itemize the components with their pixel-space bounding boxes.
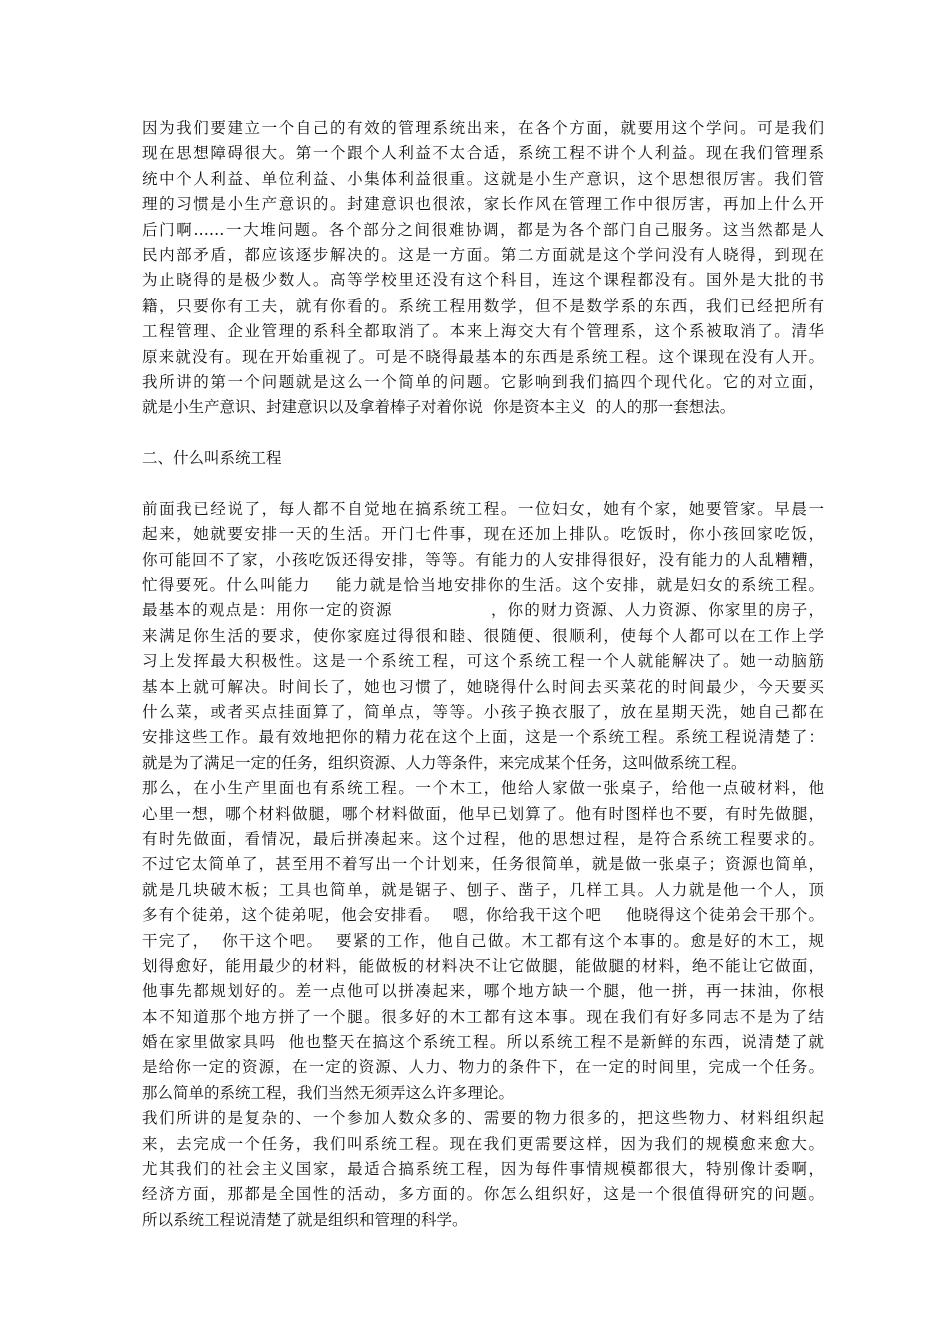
document-page [142,116,824,1233]
text-line: 起来，她就要安排一天的生活。开门七件事，现在还加上排队。吃饭时，你小孩回家吃饭， [142,525,824,544]
text-line: 那么简单的系统工程，我们当然无须弄这么许多理论。 [142,1083,515,1102]
text-line: 所以系统工程说清楚了就是组织和管理的科学。 [142,1210,468,1229]
text-line: 那么，在小生产里面也有系统工程。一个木工，他给人家做一张桌子，给他一点破材料，他 [142,779,824,798]
text-line: 工程管理、企业管理的系科全都取消了。本来上海交大有个管理系，这个系被取消了。清华 [142,322,824,341]
text-line: 原来就没有。现在开始重视了。可是不晓得最基本的东西是系统工程。这个课现在没有人开。 [142,347,824,366]
text-line: 前面我已经说了，每人都不自觉地在搞系统工程。一位妇女，她有个家，她要管家。早晨一 [142,499,824,518]
text-line: 是给你一定的资源，在一定的资源、人力、物力的条件下，在一定的时间里，完成一个任务。 [142,1058,824,1077]
paragraph-2 [142,497,824,776]
text-line: 他事先都规划好的。差一点他可以拼凑起来，哪个地方缺一个腿，他一拼，再一抹油，你根 [142,982,824,1001]
text-line: 因为我们要建立一个自己的有效的管理系统出来，在各个方面，就要用这个学问。可是我们 [142,119,824,137]
text-line: 就是几块破木板；工具也简单，就是锯子、刨子、凿子，几样工具。人力就是他一个人，顶 [142,880,824,899]
blank-line [142,471,824,496]
text-line: 婚在家里做家具吗 他也整天在搞这个系统工程。所以系统工程不是新鲜的东西，说清楚了就 [142,1033,824,1052]
text-line: 统中个人利益、单位利益、小集体利益很重。这就是小生产意识，这个思想很厉害。我们管 [142,169,824,188]
text-line: 民内部矛盾，都应该逐步解决的。这是一方面。第二方面就是这个学问没有人晓得，到现在 [142,245,824,264]
paragraph-1 [142,116,824,421]
text-line: 我们所讲的是复杂的、一个参加人数众多的、需要的物力很多的，把这些物力、材料组织起 [142,1109,824,1128]
text-line: 习上发挥最大积极性。这是一个系统工程，可这个系统工程一个人就能解决了。她一动脑筋 [142,652,824,671]
text-line: 我所讲的第一个问题就是这么一个简单的问题。它影响到我们搞四个现代化。它的对立面， [142,372,824,391]
text-line: 忙得要死。什么叫能力 能力就是恰当地安排你的生活。这个安排，就是妇女的系统工程。 [142,576,824,595]
text-line: 什么菜，或者买点挂面算了，简单点，等等。小孩子换衣服了，放在星期天洗，她自己都在 [142,702,824,721]
text-line: 最基本的观点是：用你一定的资源 ，你的财力资源、人力资源、你家里的房子， [142,601,824,620]
text-line: 心里一想，哪个材料做腿，哪个材料做面，他早已划算了。他有时图样也不要，有时先做腿， [142,804,824,823]
section-heading: 二、什么叫系统工程 [142,449,282,468]
text-line: 安排这些工作。最有效地把你的精力花在这个上面，这是一个系统工程。系统工程说清楚了： [142,728,824,747]
text-line: 籍，只要你有工夫，就有你看的。系统工程用数学，但不是数学系的东西，我们已经把所有 [142,296,824,315]
blank-line [142,421,824,446]
text-line: 基本上就可解决。时间长了，她也习惯了，她晓得什么时间去买菜花的时间最少，今天要买 [142,677,824,696]
text-line: 理的习惯是小生产意识的。封建意识也很浓，家长作风在管理工作中很厉害，再加上什么开 [142,195,824,214]
text-line: 多有个徒弟，这个徒弟呢，他会安排看。 嗯，你给我干这个吧 他晓得这个徒弟会干那个。 [142,906,824,925]
text-line: 有时先做面，看情况，最后拼凑起来。这个过程，他的思想过程，是符合系统工程要求的。 [142,829,824,848]
text-line: 来，去完成一个任务，我们叫系统工程。现在我们更需要这样，因为我们的规模愈来愈大。 [142,1134,824,1153]
text-line: 就是小生产意识、封建意识以及拿着棒子对着你说 你是资本主义 的人的那一套想法。 [142,398,736,417]
text-line: 就是为了满足一定的任务，组织资源、人力等条件，来完成某个任务，这叫做系统工程。 [142,753,747,772]
text-line: 尤其我们的社会主义国家，最适合搞系统工程，因为每件事情规模都很大，特别像计委啊， [142,1160,824,1179]
text-line: 来满足你生活的要求，使你家庭过得很和睦、很随便、很顺利，使每个人都可以在工作上学 [142,626,824,645]
text-line: 你可能回不了家，小孩吃饭还得安排，等等。有能力的人安排得很好，没有能力的人乱糟糟， [142,550,824,569]
text-line: 干完了， 你干这个吧。 要紧的工作，他自己做。木工都有这个本事的。愈是好的木工，规 [142,931,824,950]
text-line: 现在思想障碍很大。第一个跟个人利益不太合适，系统工程不讲个人利益。现在我们管理系 [142,144,824,163]
paragraph-3 [142,776,824,1106]
text-line: 本不知道那个地方拼了一个腿。很多好的木工都有这本事。现在我们有好多同志不是为了结 [142,1007,824,1026]
paragraph-4 [142,1106,824,1233]
text-line: 划得愈好，能用最少的材料，能做板的材料决不让它做腿，能做腿的材料，绝不能让它做面， [142,956,824,975]
text-line: 为止晓得的是极少数人。高等学校里还没有这个科目，连这个课程都没有。国外是大批的书 [142,271,824,290]
text-line: 经济方面，那都是全国性的活动，多方面的。你怎么组织好，这是一个很值得研究的问题。 [142,1185,824,1204]
text-line: 不过它太简单了，甚至用不着写出一个计划来，任务很简单，就是做一张桌子；资源也简单， [142,855,824,874]
text-line: 后门啊……一大堆问题。各个部分之间很难协调，都是为各个部门自己服务。这当然都是人 [142,220,824,239]
